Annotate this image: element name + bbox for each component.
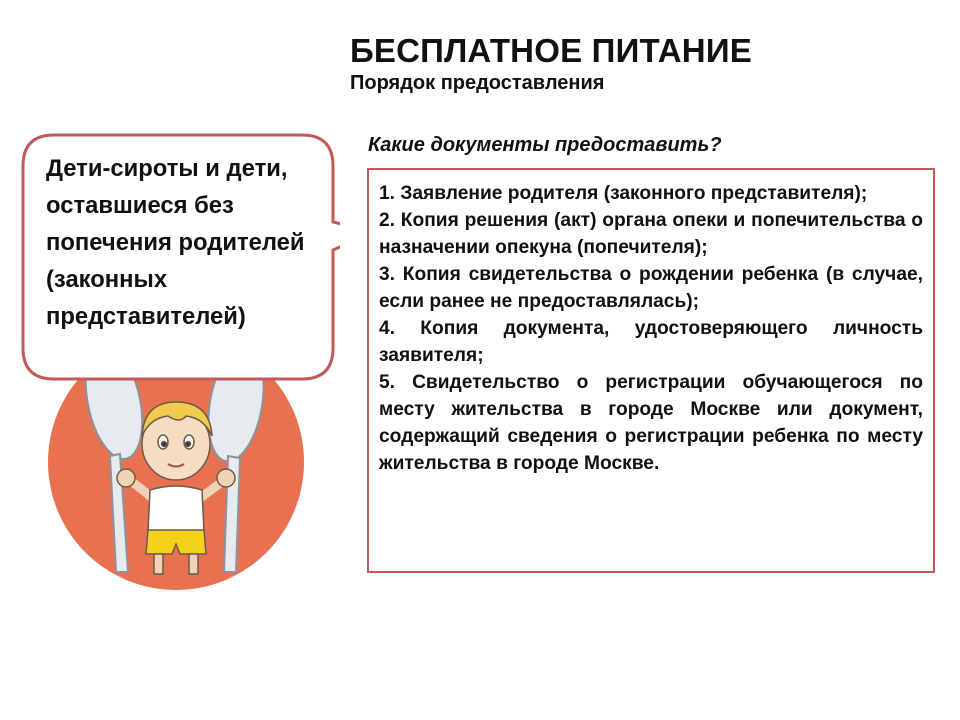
documents-list [367, 168, 935, 573]
page-title: БЕСПЛАТНОЕ ПИТАНИЕ [350, 32, 752, 69]
page-subtitle: Порядок предоставления [350, 72, 605, 94]
document-item-4: 4. Копия документа, удостоверяющего личность заявителя; [379, 318, 923, 366]
documents-question: Какие документы предоставить? [368, 134, 722, 156]
document-item-2: 2. Копия решения (акт) органа опеки и попечительства о назначении опекуна (попечителя); [379, 210, 923, 258]
document-item-3: 3. Копия свидетельства о рождении ребенка (в случае, если ранее не предоставлялась); [379, 264, 923, 312]
document-item-5: 5. Свидетельство о регистрации обучающегося по месту жительства в городе Москве или документ, содержащий сведения о регистрации ребенка по месту жительства в городе Москве. [379, 372, 923, 474]
callout-text: Дети-сироты и дети, оставшиеся без попечения родителей (законных представителей) [46, 155, 305, 330]
document-item-1: 1. Заявление родителя (законного представителя); [379, 183, 868, 204]
